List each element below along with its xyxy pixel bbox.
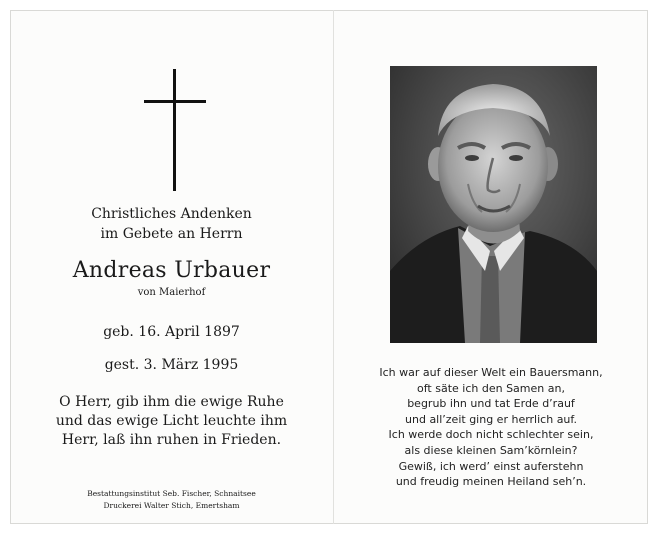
portrait-illustration: [390, 66, 597, 343]
heading-line: im Gebete an Herrn: [100, 226, 243, 242]
cross-icon: [144, 69, 206, 191]
poem-line: und all’zeit ging er herrlich auf.: [405, 412, 577, 426]
memorial-heading: [10, 204, 333, 244]
poem-line: Ich war auf dieser Welt ein Bauersmann,: [379, 366, 603, 379]
portrait-photo: [390, 66, 597, 343]
poem-line: oft säte ich den Samen an,: [417, 381, 565, 395]
birth-date: geb. 16. April 1897: [103, 324, 240, 340]
right-panel: [334, 10, 648, 524]
funeral-home-credit: Bestattungsinstitut Seb. Fischer, Schnaitsee: [87, 489, 256, 498]
death-date: gest. 3. März 1995: [104, 357, 239, 373]
deceased-name: Andreas Urbauer: [72, 258, 271, 283]
poem-line: und freudig meinen Heiland seh’n.: [395, 475, 587, 489]
deceased-origin: von Maierhof: [137, 287, 206, 298]
printer-credit: Druckerei Walter Stich, Emertsham: [103, 501, 240, 510]
poem-text: [334, 365, 648, 490]
credits: [10, 488, 333, 512]
poem-line: als diese kleinen Sam’körnlein?: [404, 443, 578, 457]
prayer-line: O Herr, gib ihm die ewige Ruhe: [59, 394, 284, 410]
poem-line: Ich werde doch nicht schlechter sein,: [388, 428, 594, 442]
poem-line: Gewiß, ich werd’ einst auferstehn: [398, 459, 584, 473]
prayer-line: Herr, laß ihn ruhen in Frieden.: [61, 432, 282, 448]
prayer-text: [10, 393, 333, 450]
heading-line: Christliches Andenken: [91, 206, 252, 222]
left-panel: [10, 10, 333, 524]
prayer-line: und das ewige Licht leuchte ihm: [55, 413, 288, 429]
poem-line: begrub ihn und tat Erde d’rauf: [407, 397, 575, 411]
